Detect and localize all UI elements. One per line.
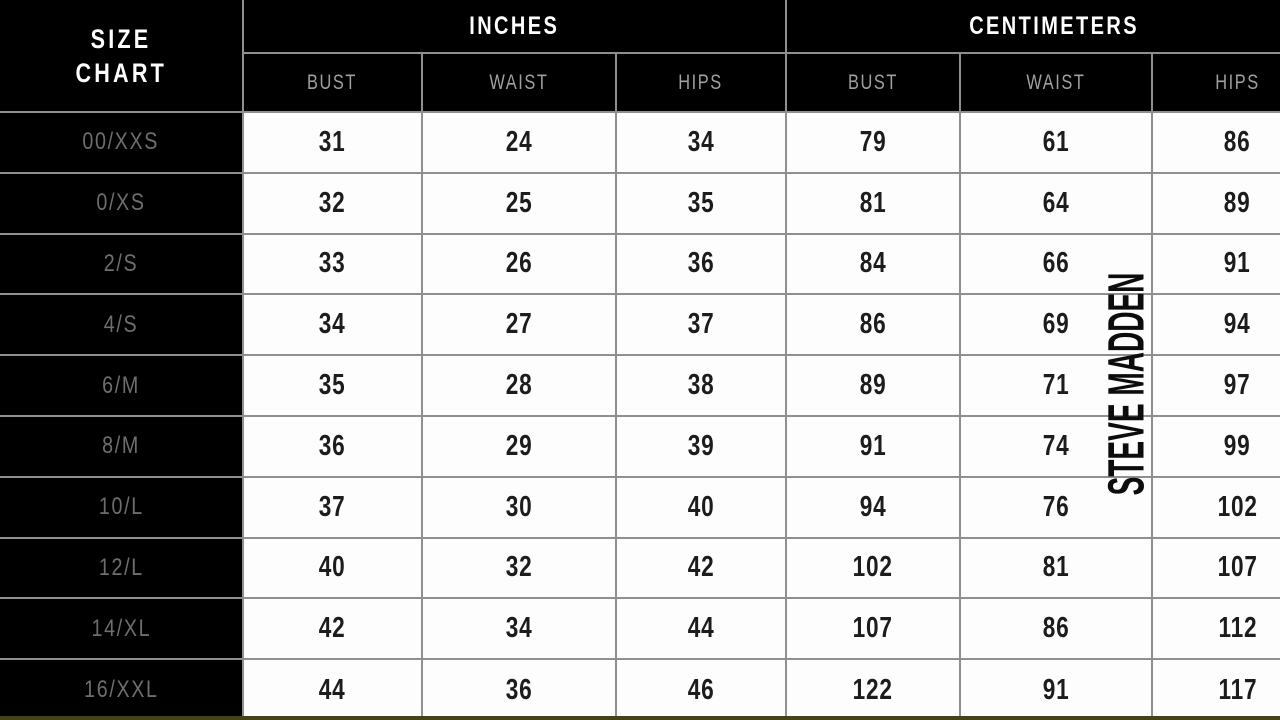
value-cell: 34 (616, 112, 786, 173)
value-cell: 44 (243, 659, 422, 720)
value-cell: 91 (1152, 234, 1280, 295)
table-row (0, 659, 1280, 720)
value-cell: 32 (243, 173, 422, 234)
value-cell: 107 (786, 598, 960, 659)
size-cell: 16/XXL (0, 659, 243, 720)
value-cell: 81 (960, 538, 1152, 599)
value-cell: 99 (1152, 416, 1280, 477)
size-cell: 2/S (0, 234, 243, 295)
value-cell: 37 (243, 477, 422, 538)
header-bust-cm: BUST (786, 53, 960, 112)
table-row (0, 355, 1280, 416)
table-row (0, 294, 1280, 355)
value-cell: 86 (786, 294, 960, 355)
corner-title-line2: CHART (75, 57, 167, 88)
value-cell: 71 (960, 355, 1152, 416)
header-waist-inches: WAIST (422, 53, 616, 112)
brand-watermark: STEVE MADDEN (1097, 272, 1155, 496)
value-cell: 84 (786, 234, 960, 295)
value-cell: 91 (960, 659, 1152, 720)
table-row (0, 234, 1280, 295)
value-cell: 66 (960, 234, 1152, 295)
value-cell: 37 (616, 294, 786, 355)
value-cell: 69 (960, 294, 1152, 355)
value-cell: 28 (422, 355, 616, 416)
value-cell: 112 (1152, 598, 1280, 659)
corner-title-line1: SIZE (90, 23, 152, 54)
value-cell: 74 (960, 416, 1152, 477)
value-cell: 29 (422, 416, 616, 477)
table-row (0, 598, 1280, 659)
table-row (0, 477, 1280, 538)
value-cell: 94 (1152, 294, 1280, 355)
value-cell: 86 (1152, 112, 1280, 173)
size-cell: 14/XL (0, 598, 243, 659)
size-cell: 0/XS (0, 173, 243, 234)
value-cell: 94 (786, 477, 960, 538)
header-waist-cm: WAIST (960, 53, 1152, 112)
value-cell: 89 (786, 355, 960, 416)
value-cell: 89 (1152, 173, 1280, 234)
value-cell: 64 (960, 173, 1152, 234)
value-cell: 24 (422, 112, 616, 173)
table-row (0, 173, 1280, 234)
value-cell: 39 (616, 416, 786, 477)
value-cell: 31 (243, 112, 422, 173)
table-row (0, 538, 1280, 599)
value-cell: 122 (786, 659, 960, 720)
value-cell: 102 (1152, 477, 1280, 538)
header-bust-inches: BUST (243, 53, 422, 112)
inches-group-header: INCHES (243, 0, 786, 53)
value-cell: 44 (616, 598, 786, 659)
value-cell: 27 (422, 294, 616, 355)
header-hips-cm: HIPS (1152, 53, 1280, 112)
header-hips-inches: HIPS (616, 53, 786, 112)
value-cell: 35 (243, 355, 422, 416)
value-cell: 36 (243, 416, 422, 477)
value-cell: 91 (786, 416, 960, 477)
value-cell: 76 (960, 477, 1152, 538)
value-cell: 117 (1152, 659, 1280, 720)
value-cell: 81 (786, 173, 960, 234)
value-cell: 34 (243, 294, 422, 355)
value-cell: 32 (422, 538, 616, 599)
value-cell: 61 (960, 112, 1152, 173)
value-cell: 26 (422, 234, 616, 295)
bottom-edge-bar (0, 716, 1280, 720)
value-cell: 46 (616, 659, 786, 720)
size-cell: 00/XXS (0, 112, 243, 173)
table-row (0, 416, 1280, 477)
value-cell: 40 (243, 538, 422, 599)
value-cell: 40 (616, 477, 786, 538)
value-cell: 79 (786, 112, 960, 173)
value-cell: 36 (422, 659, 616, 720)
value-cell: 97 (1152, 355, 1280, 416)
centimeters-group-header: CENTIMETERS (786, 0, 1280, 53)
size-cell: 12/L (0, 538, 243, 599)
value-cell: 42 (243, 598, 422, 659)
value-cell: 102 (786, 538, 960, 599)
value-cell: 34 (422, 598, 616, 659)
size-cell: 8/M (0, 416, 243, 477)
size-cell: 6/M (0, 355, 243, 416)
value-cell: 35 (616, 173, 786, 234)
value-cell: 107 (1152, 538, 1280, 599)
value-cell: 30 (422, 477, 616, 538)
size-cell: 10/L (0, 477, 243, 538)
value-cell: 38 (616, 355, 786, 416)
value-cell: 42 (616, 538, 786, 599)
value-cell: 25 (422, 173, 616, 234)
table-row (0, 112, 1280, 173)
corner-title-cell (0, 0, 243, 112)
value-cell: 36 (616, 234, 786, 295)
value-cell: 33 (243, 234, 422, 295)
value-cell: 86 (960, 598, 1152, 659)
size-cell: 4/S (0, 294, 243, 355)
